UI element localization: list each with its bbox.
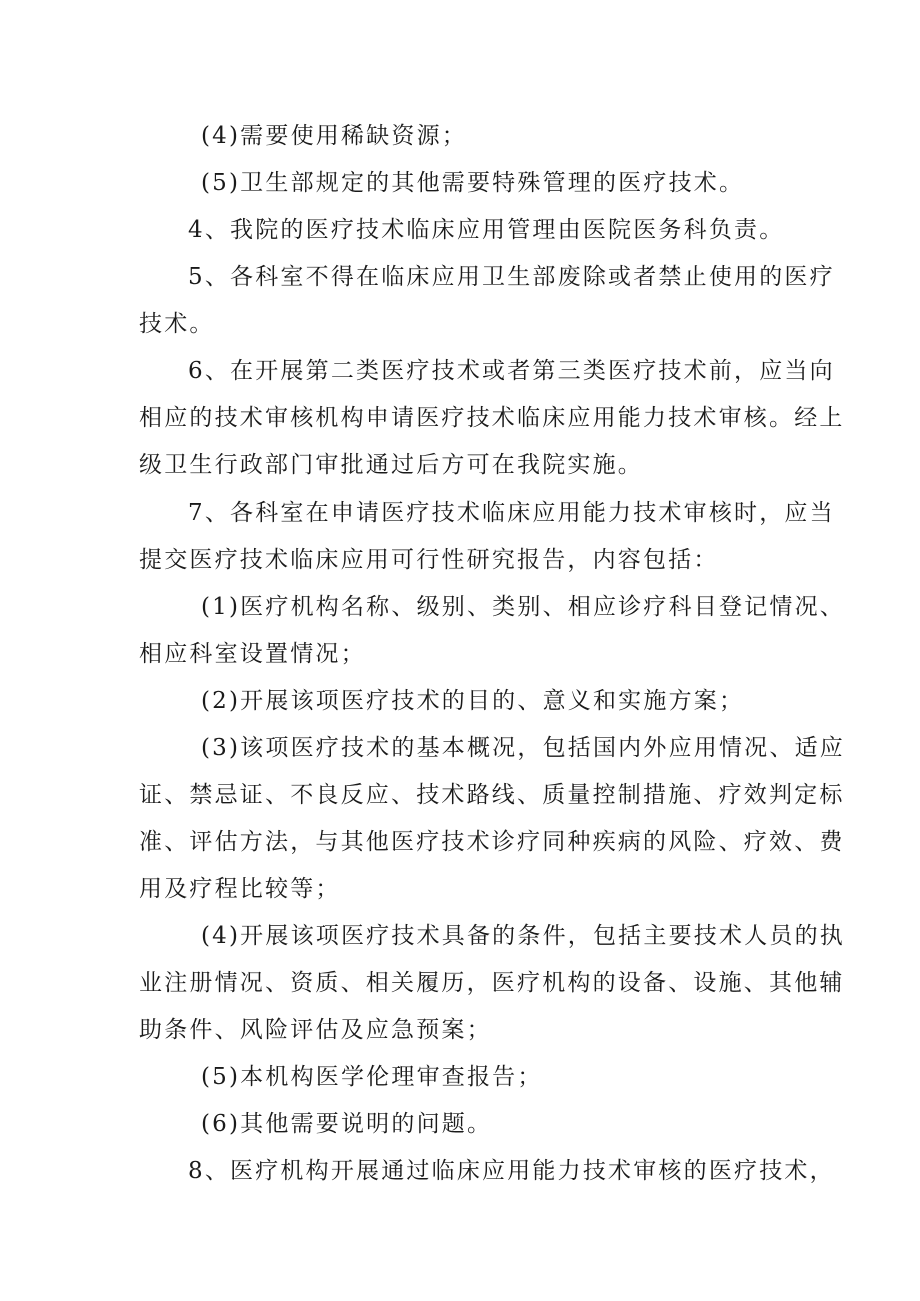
text-line: (4)开展该项医疗技术具备的条件，包括主要技术人员的执 <box>201 923 845 949</box>
text-line: (2)开展该项医疗技术的目的、意义和实施方案； <box>201 688 745 714</box>
text-line: (5)卫生部规定的其他需要特殊管理的医疗技术。 <box>201 170 745 196</box>
text-line: 5、各科室不得在临床应用卫生部废除或者禁止使用的医疗 <box>188 264 835 290</box>
text-line: (1)医疗机构名称、级别、类别、相应诊疗科目登记情况、 <box>201 594 845 620</box>
text-line: 相应科室设置情况； <box>139 641 366 667</box>
text-line: (5)本机构医学伦理审查报告； <box>201 1064 543 1090</box>
text-line: 准、评估方法，与其他医疗技术诊疗同种疾病的风险、疗效、费 <box>139 829 845 855</box>
text-line: 4、我院的医疗技术临床应用管理由医院医务科负责。 <box>188 217 785 243</box>
text-line: 用及疗程比较等； <box>139 876 341 902</box>
text-line: 相应的技术审核机构申请医疗技术临床应用能力技术审核。经上 <box>139 405 845 431</box>
text-line: 6、在开展第二类医疗技术或者第三类医疗技术前，应当向 <box>188 358 835 384</box>
text-line: 7、各科室在申请医疗技术临床应用能力技术审核时，应当 <box>188 500 835 526</box>
text-line: 证、禁忌证、不良反应、技术路线、质量控制措施、疗效判定标 <box>139 782 845 808</box>
text-line: 8、医疗机构开展通过临床应用能力技术审核的医疗技术， <box>188 1158 835 1184</box>
text-line: 业注册情况、资质、相关履历，医疗机构的设备、设施、其他辅 <box>139 970 845 996</box>
text-line: 技术。 <box>139 311 215 337</box>
text-line: (6)其他需要说明的问题。 <box>201 1111 493 1137</box>
text-line: (4)需要使用稀缺资源； <box>201 123 467 149</box>
text-line: 提交医疗技术临床应用可行性研究报告，内容包括： <box>139 547 719 573</box>
text-line: 助条件、风险评估及应急预案； <box>139 1017 492 1043</box>
text-line: 级卫生行政部门审批通过后方可在我院实施。 <box>139 452 643 478</box>
text-line: (3)该项医疗技术的基本概况，包括国内外应用情况、适应 <box>201 735 845 761</box>
